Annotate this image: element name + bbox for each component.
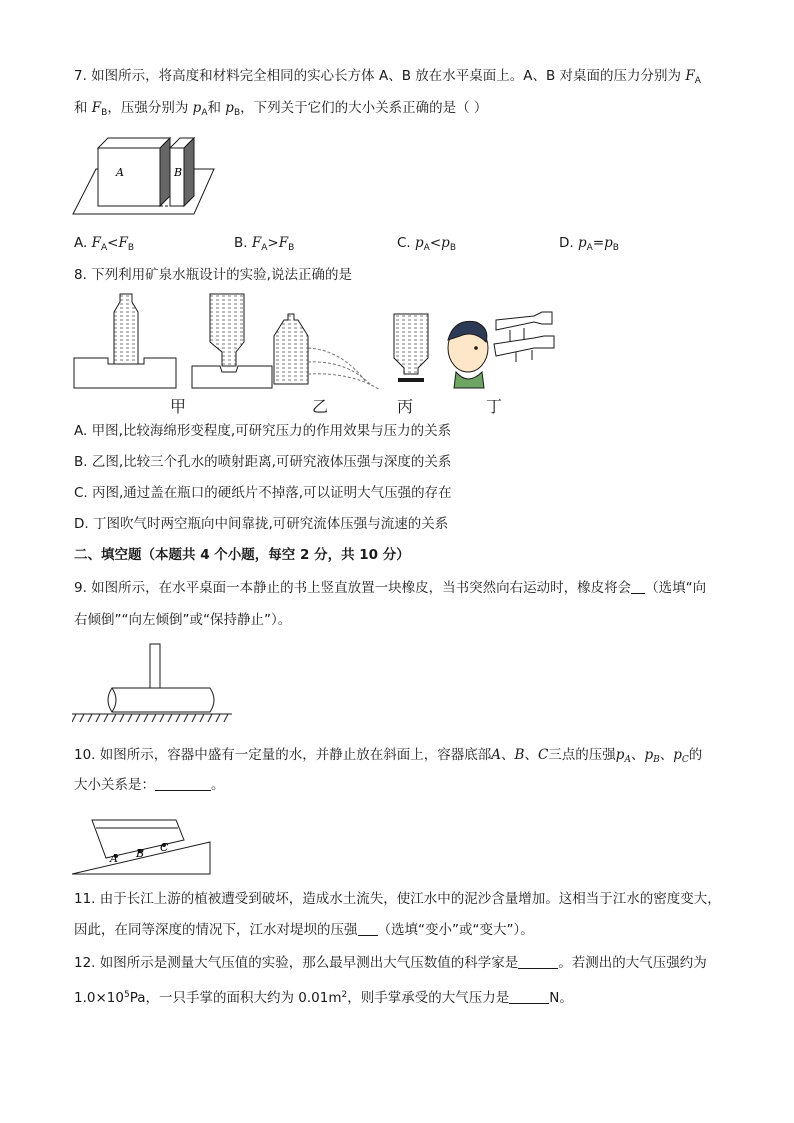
q8-fig-label-ding: 丁 [486,397,503,416]
q10-line1: 10. 如图所示，容器中盛有一定量的水，并静止放在斜面上，容器底部A、B、C三点的压强$p_A$、$p_B$、$p_C$的 [74,747,703,765]
q7-fig-label-a: A [116,166,124,179]
q8-figure [72,290,572,410]
q9-figure [72,642,234,728]
q10-answer-blank[interactable] [155,776,211,791]
q7-option-b: B. $F_A>F_B$ [234,235,295,253]
q10-fig-label-c: C [160,841,169,854]
q9-line2: 右倾倒”“向左倾倒”或“保持静止”）。 [74,612,292,628]
q12-line2: $1.0\times 10^5Pa$，一只手掌的面积大约为 $0.01m^2$，则手掌承受的大气压力是 N。 [74,990,573,1006]
q7-line1: 7. 如图所示，将高度和材料完全相同的实心长方体 A、B 放在水平桌面上。A、B 对桌面的压力分别为 $F_A$ [74,68,701,86]
q7-figure [70,132,220,222]
q11-line2: 因此，在同等深度的情况下，江水对堤坝的压强 （选填“变小”或“变大”）。 [74,922,534,938]
q8-stem: 8. 下列利用矿泉水瓶设计的实验,说法正确的是 [74,267,352,283]
q9-answer-blank[interactable] [631,579,645,594]
q9-line1: 9. 如图所示，在水平桌面一本静止的书上竖直放置一块橡皮，当书突然向右运动时，橡皮将会 （选填“向 [74,580,707,596]
q11-answer-blank[interactable] [358,921,378,936]
q12-answer-blank-1[interactable] [518,954,558,969]
q7-option-d: D. $p_A=p_B$ [559,235,619,253]
q8-option-c: C. 丙图,通过盖在瓶口的硬纸片不掉落,可以证明大气压强的存在 [74,485,452,501]
q10-line2: 大小关系是： 。 [74,777,225,793]
q8-option-d: D. 丁图吹气时两空瓶向中间靠拢,可研究流体压强与流速的关系 [74,516,449,532]
q8-option-a: A. 甲图,比较海绵形变程度,可研究压力的作用效果与压力的关系 [74,423,452,439]
q12-line1: 12. 如图所示是测量大气压值的实验，那么最早测出大气压数值的科学家是 。若测出的大气压强约为 [74,955,707,971]
q8-fig-label-yi: 乙 [312,397,329,416]
section-heading: 二、填空题（本题共 4 个小题，每空 2 分，共 10 分） [74,547,410,563]
q11-line1: 11. 由于长江上游的植被遭受到破坏，造成水土流失，使江水中的泥沙含量增加。这相当于江水的密度变大， [74,891,721,907]
q8-fig-label-jia: 甲 [170,397,187,416]
q7-option-c: C. $p_A<p_B$ [397,235,456,253]
q10-figure [72,810,214,878]
q7-line2: 和 $F_B$，压强分别为 $p_A$和 $p_B$，下列关于它们的大小关系正确的是（ ） [74,100,488,118]
q10-fig-label-a: A [110,852,118,865]
q12-answer-blank-2[interactable] [509,989,549,1004]
q7-option-a: A. $F_A<F_B$ [74,235,135,253]
q7-fig-label-b: B [174,166,183,179]
q8-option-b: B. 乙图,比较三个孔水的喷射距离,可研究液体压强与深度的关系 [74,454,452,470]
q8-fig-label-bing: 丙 [397,397,414,416]
q10-fig-label-b: B [136,847,145,860]
